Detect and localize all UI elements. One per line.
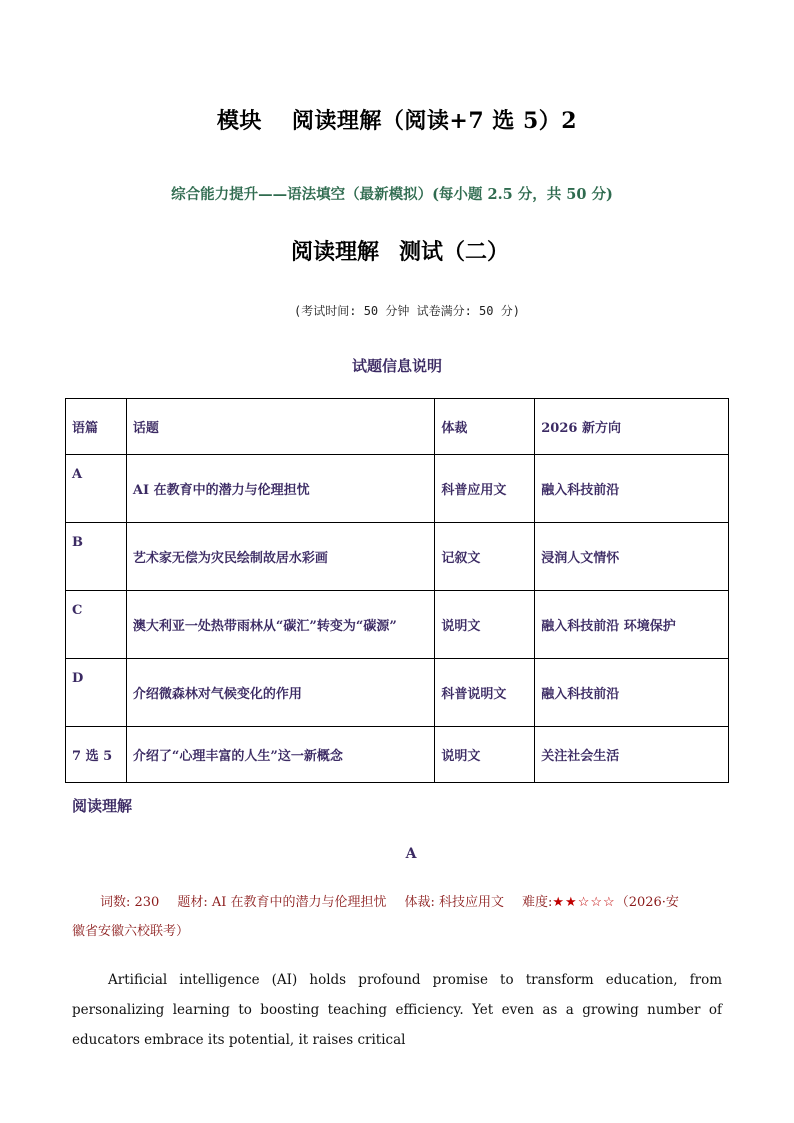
passage-cell: D [66, 659, 127, 727]
passage-letter: A [405, 846, 417, 862]
table-row [66, 659, 729, 727]
passage-meta [72, 888, 722, 946]
direction-cell: 融入科技前沿 [535, 659, 729, 727]
direction-cell: 融入科技前沿 环境保护 [535, 591, 729, 659]
direction-cell: 关注社会生活 [535, 727, 729, 783]
passage-cell: A [66, 455, 127, 523]
topic-cell: 介绍了“心理丰富的人生”这一新概念 [126, 727, 434, 783]
subtitle: 综合能力提升——语法填空（最新模拟）(每小题 2.5 分，共 50 分) [171, 186, 613, 203]
table-row [66, 727, 729, 783]
column-header: 体裁 [435, 399, 535, 455]
topic-cell: AI 在教育中的潜力与伦理担忧 [126, 455, 434, 523]
passage-cell: 7 选 5 [66, 727, 127, 783]
difficulty-label: 难度: [522, 895, 553, 910]
passage-text: Artificial intelligence (AI) holds profound promise to transform education, from personalizing learning to boosting teaching efficiency. Yet even as a growing number of educators embrace its potential, it raises critical [72, 972, 722, 1048]
module-name: 阅读理解（阅读+7 选 5）2 [291, 108, 578, 134]
genre-cell: 科普应用文 [435, 455, 535, 523]
test-title [0, 235, 794, 266]
difficulty-stars: ★★☆☆☆ [552, 895, 616, 910]
table-row [66, 591, 729, 659]
source-end: 徽省安徽六校联考） [72, 924, 190, 939]
source-start: （2026·安 [615, 895, 679, 910]
genre-cell: 科普说明文 [435, 659, 535, 727]
info-heading: 试题信息说明 [351, 357, 442, 375]
genre-cell: 说明文 [435, 591, 535, 659]
test-title-main: 阅读理解 [290, 239, 379, 265]
genre-cell: 说明文 [435, 727, 535, 783]
direction-cell: 融入科技前沿 [535, 455, 729, 523]
genre-cell: 记叙文 [435, 523, 535, 591]
topic-cell: 介绍微森林对气候变化的作用 [126, 659, 434, 727]
word-count: 词数: 230 [100, 895, 160, 910]
module-title [0, 104, 794, 135]
test-title-number: 测试（二） [399, 239, 510, 265]
passage-genre: 体裁: 科技应用文 [404, 895, 505, 910]
topic-cell: 澳大利亚一处热带雨林从“碳汇”转变为“碳源” [126, 591, 434, 659]
passage-cell: C [66, 591, 127, 659]
column-header: 语篇 [66, 399, 127, 455]
topic-cell: 艺术家无偿为灾民绘制故居水彩画 [126, 523, 434, 591]
column-header: 话题 [126, 399, 434, 455]
exam-info: (考试时间: 50 分钟 试卷满分: 50 分) [294, 304, 520, 318]
section-label: 阅读理解 [72, 797, 133, 815]
passage-cell: B [66, 523, 127, 591]
direction-cell: 浸润人文情怀 [535, 523, 729, 591]
passage-topic: 题材: AI 在教育中的潜力与伦理担忧 [177, 895, 387, 910]
table-row [66, 523, 729, 591]
table-row [66, 455, 729, 523]
info-table [65, 398, 729, 783]
column-header: 2026 新方向 [535, 399, 729, 455]
module-label: 模块 [216, 108, 262, 134]
table-header-row [66, 399, 729, 455]
